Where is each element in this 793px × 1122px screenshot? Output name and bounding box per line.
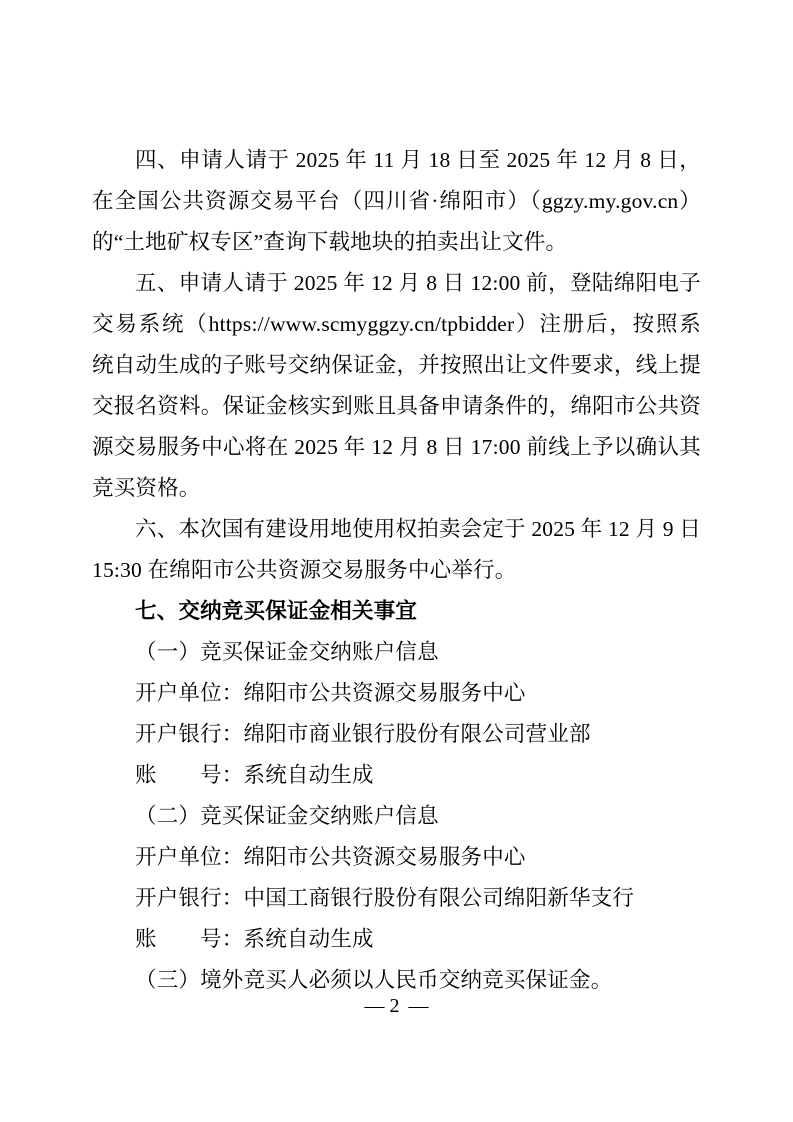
footer-dash-left: — bbox=[364, 995, 385, 1017]
section-seven-sub-three-heading: （三）境外竞买人必须以人民币交纳竞买保证金。 bbox=[135, 968, 613, 993]
sub-one-row-bank-name bbox=[92, 714, 701, 755]
sub-one-row-bank-unit bbox=[92, 673, 701, 714]
sub-two-row-bank-name bbox=[92, 878, 701, 919]
sub-two-row-bank-unit bbox=[92, 837, 701, 878]
sub-one-row-bank-unit-value: 绵阳市公共资源交易服务中心 bbox=[243, 681, 526, 706]
sub-two-row-account-number-label: 账 号： bbox=[135, 927, 244, 952]
sub-two-row-bank-unit-label: 开户单位： bbox=[135, 845, 244, 870]
document-body bbox=[92, 140, 701, 1001]
sub-one-row-account-number-label: 账 号： bbox=[135, 763, 244, 788]
section-seven-heading: 七、交纳竞买保证金相关事宜 bbox=[135, 599, 418, 623]
sub-one-row-account-number-value: 系统自动生成 bbox=[243, 763, 374, 788]
sub-one-row-bank-name-value: 绵阳市商业银行股份有限公司营业部 bbox=[243, 722, 591, 747]
sub-two-row-account-number-value: 系统自动生成 bbox=[243, 927, 374, 952]
page-footer bbox=[0, 995, 793, 1018]
sub-one-row-bank-unit-label: 开户单位： bbox=[135, 681, 244, 706]
footer-dash-right: — bbox=[408, 995, 429, 1017]
sub-one-row-bank-name-label: 开户银行： bbox=[135, 722, 244, 747]
sub-two-row-bank-name-value: 中国工商银行股份有限公司绵阳新华支行 bbox=[243, 886, 635, 911]
paragraph-item-4: 四、申请人请于 2025 年 11 月 18 日至 2025 年 12 月 8 日，在全国公共资源交易平台（四川省·绵阳市）（ggzy.my.gov.cn）的“土地矿权专区”查询下载地块的拍卖出让文件。 bbox=[92, 148, 701, 254]
sub-two-row-bank-unit-value: 绵阳市公共资源交易服务中心 bbox=[243, 845, 526, 870]
footer-page-number: 2 bbox=[389, 995, 404, 1017]
sub-two-row-account-number bbox=[92, 919, 701, 960]
paragraph-item-6: 六、本次国有建设用地使用权拍卖会定于 2025 年 12 月 9 日 15:30 在绵阳市公共资源交易服务中心举行。 bbox=[92, 517, 701, 582]
sub-one-row-account-number bbox=[92, 755, 701, 796]
section-seven-sub-two-heading: （二）竞买保证金交纳账户信息 bbox=[135, 804, 439, 829]
section-seven-sub-one-heading: （一）竞买保证金交纳账户信息 bbox=[135, 640, 439, 665]
paragraph-item-5: 五、申请人请于 2025 年 12 月 8 日 12:00 前，登陆绵阳电子交易系统（https://www.scmyggzy.cn/tpbidder）注册后，按照系统自动生成的子账号交纳保证金，并按照出让文件要求，线上提交报名资料。保证金核实到账且具备申请条件的，绵阳市公共资源交易服务中心将在 2025 年 12 月 8 日 17:00 前线上予以确认其竞买资格。 bbox=[92, 271, 701, 500]
sub-two-row-bank-name-label: 开户银行： bbox=[135, 886, 244, 911]
